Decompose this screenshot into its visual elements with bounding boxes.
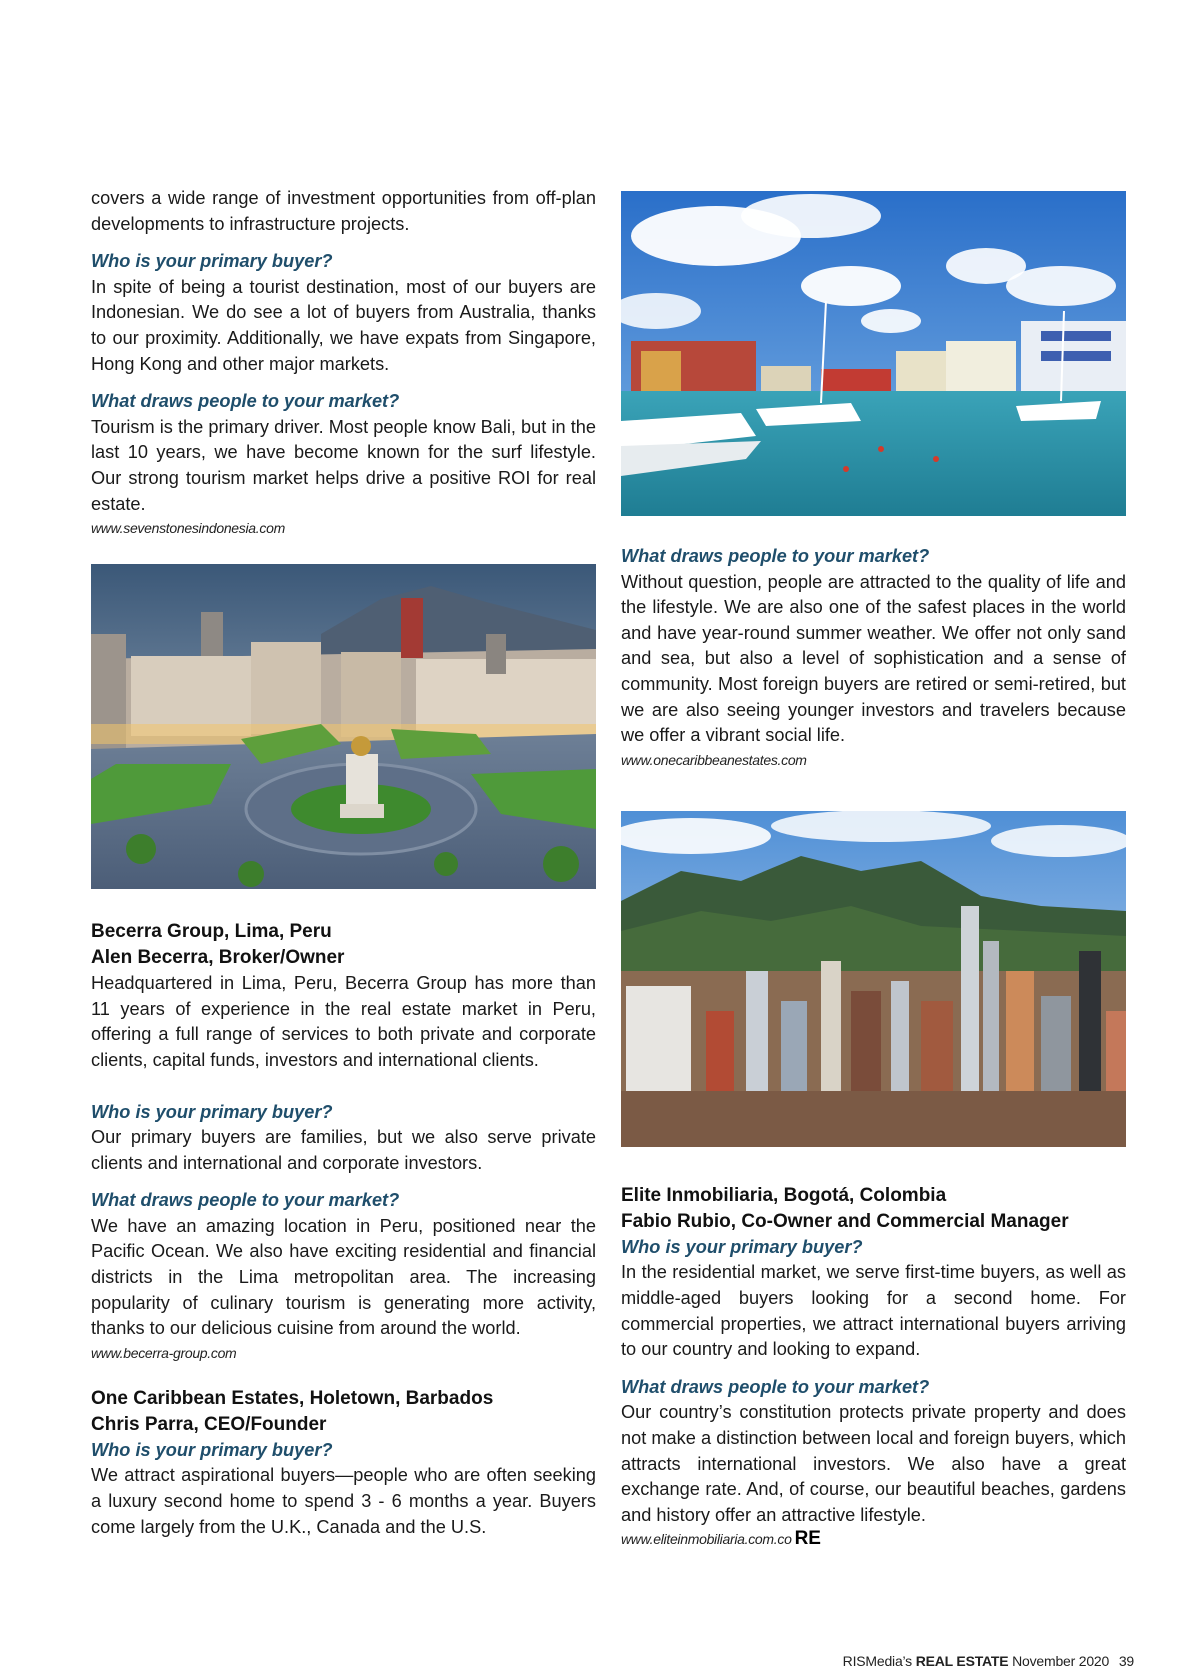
company-description-becerra: Headquartered in Lima, Peru, Becerra Group has more than 11 years of experience in the real estate market in Peru, offering a full range of services to both private and corporate clients, capital funds, investors and international clients.	[91, 973, 596, 1070]
website-link[interactable]: www.becerra-group.com	[91, 1344, 237, 1361]
answer-primary-buyer: In spite of being a tourist destination, most of our buyers are Indonesian. We do see a lot of buyers from Australia, thanks to our proximity. Additionally, we have expats from Singapore, Hong Kong and other major markets.	[91, 276, 596, 374]
barbados-harbor-photo	[621, 191, 1126, 516]
footer-issue: November 2020	[1012, 1653, 1110, 1669]
website-link[interactable]: www.eliteinmobiliaria.com.co	[621, 1531, 792, 1548]
answer-primary-buyer: In the residential market, we serve first-time buyers, as well as middle-aged buyers looking for a second home. For commercial properties, we attract international buyers arriving to our country and looking to expand.	[621, 1262, 1126, 1360]
question-market-draw: What draws people to your market?	[621, 546, 930, 566]
website-link[interactable]: www.onecaribbeanestates.com	[621, 751, 807, 768]
website-link-row	[621, 1530, 1126, 1548]
bogota-city-photo	[621, 811, 1126, 1147]
company-name-becerra: Becerra Group, Lima, Peru	[91, 921, 332, 943]
lima-plaza-photo	[91, 564, 596, 889]
footer-publisher: RISMedia’s	[842, 1653, 912, 1669]
right-column	[621, 191, 1126, 1548]
company-name-one-caribbean: One Caribbean Estates, Holetown, Barbados	[91, 1387, 494, 1409]
question-primary-buyer: Who is your primary buyer?	[621, 1236, 863, 1257]
person-name-elite: Fabio Rubio, Co-Owner and Commercial Manager	[621, 1210, 1069, 1232]
question-market-draw: What draws people to your market?	[91, 391, 400, 412]
answer-primary-buyer: We attract aspirational buyers—people who are often seeking a luxury second home to spend 3 - 6 months a year. Buyers come largely from the U.K., Canada and the U.S.	[91, 1465, 596, 1537]
left-column	[91, 186, 596, 1540]
answer-market-draw: Tourism is the primary driver. Most people know Bali, but in the last 10 years, we have become known for the surf lifestyle. Our strong tourism market helps drive a positive ROI for real estate.	[91, 416, 596, 514]
question-market-draw: What draws people to your market?	[91, 1190, 400, 1211]
person-name-one-caribbean: Chris Parra, CEO/Founder	[91, 1413, 327, 1435]
question-primary-buyer: Who is your primary buyer?	[91, 1439, 333, 1460]
answer-market-draw: Our country’s constitution protects private property and does not make a distinction between local and foreign buyers, which attracts international investors. We also have a great exchange rate. And, of course, our beautiful beaches, gardens and history offer an attractive lifestyle.	[621, 1402, 1126, 1525]
page-number: 39	[1118, 1653, 1134, 1669]
page-footer	[843, 1653, 1134, 1669]
website-link[interactable]: www.sevenstonesindonesia.com	[91, 520, 285, 537]
answer-market-draw: We have an amazing location in Peru, positioned near the Pacific Ocean. We also have exciting residential and financial districts in the Lima metropolitan area. The increasing popularity of culinary tourism is generating more activity, thanks to our delicious cuisine from around the world.	[91, 1215, 596, 1339]
question-primary-buyer: Who is your primary buyer?	[91, 251, 333, 272]
answer-primary-buyer: Our primary buyers are families, but we also serve private clients and international and corporate investors.	[91, 1127, 596, 1173]
question-market-draw: What draws people to your market?	[621, 1376, 930, 1397]
answer-market-draw: Without question, people are attracted to the quality of life and the lifestyle. We are also one of the safest places in the world and have year-round summer weather. We offer not only sand and sea, but also a level of sophistication and a sense of community. Most foreign buyers are retired or semi-retired, but we are also seeing younger investors and travelers because we offer a vibrant social life.	[621, 571, 1126, 746]
end-mark: RE	[794, 1528, 821, 1550]
intro-text: covers a wide range of investment opportunities from off-plan developments to infrastructure projects.	[91, 188, 596, 234]
footer-magazine: REAL ESTATE	[915, 1653, 1009, 1669]
question-primary-buyer: Who is your primary buyer?	[91, 1101, 333, 1122]
person-name-becerra: Alen Becerra, Broker/Owner	[91, 947, 345, 969]
company-name-elite: Elite Inmobiliaria, Bogotá, Colombia	[621, 1184, 947, 1206]
